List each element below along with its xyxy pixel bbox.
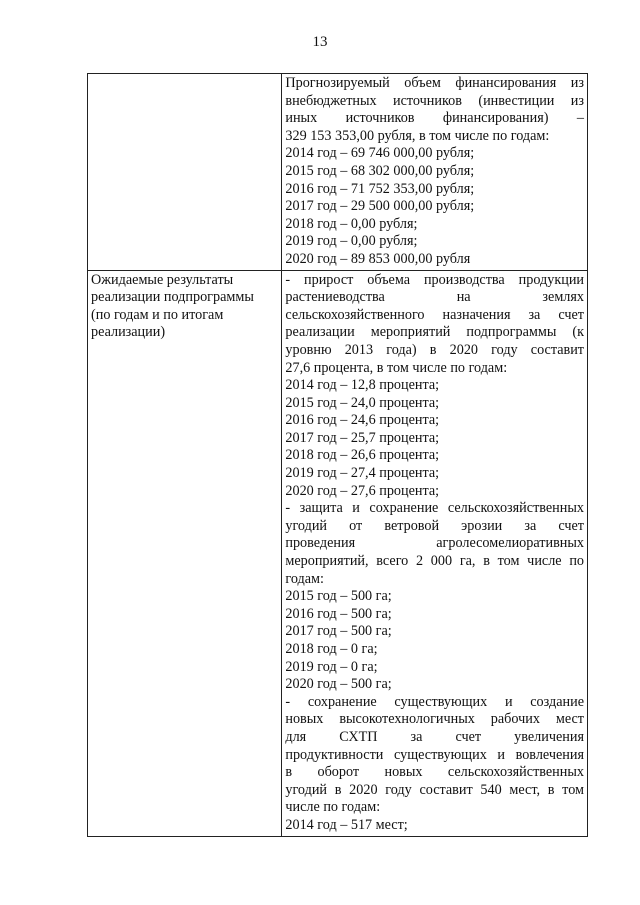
results-text-line: угодий в 2020 году составит 540 мест, в том	[285, 781, 584, 798]
financing-label-cell	[88, 74, 282, 271]
results-text-line: 2019 год – 27,4 процента;	[285, 465, 440, 482]
financing-text-line: 2016 год – 71 752 353,00 рубля;	[285, 180, 475, 197]
financing-row	[88, 74, 588, 271]
financing-text-line: 2019 год – 0,00 рубля;	[285, 233, 418, 250]
results-text-line: 2020 год – 500 га;	[285, 676, 392, 693]
results-text-line: продуктивности существующих и вовлечения	[285, 746, 584, 763]
results-text-line: 2017 год – 25,7 процента;	[285, 429, 440, 446]
results-text-line: в оборот новых сельскохозяйственных	[285, 764, 584, 781]
results-text-line: 2014 год – 517 мест;	[285, 816, 408, 833]
results-text-line: угодий от ветровой эрозии за счет	[285, 517, 584, 534]
results-text-line: 2017 год – 500 га;	[285, 623, 392, 640]
results-text-line: реализации мероприятий подпрограммы (к	[285, 324, 584, 341]
results-text-line: 2018 год – 0 га;	[285, 641, 378, 657]
expected-results-row	[88, 270, 588, 836]
results-text-line: - прирост объема производства продукции	[285, 271, 584, 288]
results-text-line: 2016 год – 24,6 процента;	[285, 412, 440, 429]
results-text-line: 2020 год – 27,6 процента;	[285, 482, 440, 499]
results-text-line: для СХТП за счет увеличения	[285, 728, 584, 745]
results-text-line: - сохранение существующих и создание	[285, 693, 584, 710]
financing-content-cell	[282, 74, 588, 271]
results-text-line: 2018 год – 26,6 процента;	[285, 447, 440, 464]
results-label-line: реализации)	[91, 324, 166, 341]
results-text-line: 27,6 процента, в том числе по годам:	[285, 359, 508, 376]
expected-results-content-cell	[282, 270, 588, 836]
results-text-line: 2014 год – 12,8 процента;	[285, 377, 440, 394]
financing-text-line: 2018 год – 0,00 рубля;	[285, 215, 418, 232]
results-text-line: 2016 год – 500 га;	[285, 605, 392, 622]
results-text-line: мероприятий, всего 2 000 га, в том числе по	[285, 553, 584, 570]
financing-text-line: 329 153 353,00 рубля, в том числе по годам:	[285, 127, 550, 144]
results-text-line: годам:	[285, 570, 324, 587]
financing-text-line: 2017 год – 29 500 000,00 рубля;	[285, 198, 475, 215]
expected-results-label-cell	[88, 270, 282, 836]
results-label-line: реализации подпрограммы	[91, 289, 254, 306]
financing-text-line: внебюджетных источников (инвестиции из	[285, 92, 584, 109]
results-text-line: числе по годам:	[285, 799, 381, 816]
financing-text-line: 2015 год – 68 302 000,00 рубля;	[285, 162, 475, 179]
results-text-line: новых высокотехнологичных рабочих мест	[285, 711, 584, 728]
results-text-line: 2015 год – 24,0 процента;	[285, 394, 440, 411]
results-text-line: - защита и сохранение сельскохозяйственных	[285, 500, 584, 517]
results-text-line: сельскохозяйственного назначения за счет	[285, 306, 584, 323]
results-text-line: 2019 год – 0 га;	[285, 658, 378, 675]
results-text-line: уровню 2013 года) в 2020 году составит	[285, 341, 584, 358]
financing-text-line: Прогнозируемый объем финансирования из	[285, 75, 584, 91]
results-text-line: растениеводства на землях	[285, 289, 584, 306]
subprogram-passport-table	[87, 73, 588, 837]
results-text-line: 2015 год – 500 га;	[285, 588, 392, 605]
results-label-line: (по годам и по итогам	[91, 306, 224, 323]
financing-text-line: 2020 год – 89 853 000,00 рубля	[285, 250, 471, 267]
financing-text-line: 2014 год – 69 746 000,00 рубля;	[285, 145, 475, 162]
results-label-line: Ожидаемые результаты	[91, 271, 234, 288]
financing-text-line: иных источников финансирования) –	[285, 110, 584, 127]
page-number: 13	[312, 34, 328, 50]
results-text-line: проведения агролесомелиоративных	[285, 535, 584, 552]
